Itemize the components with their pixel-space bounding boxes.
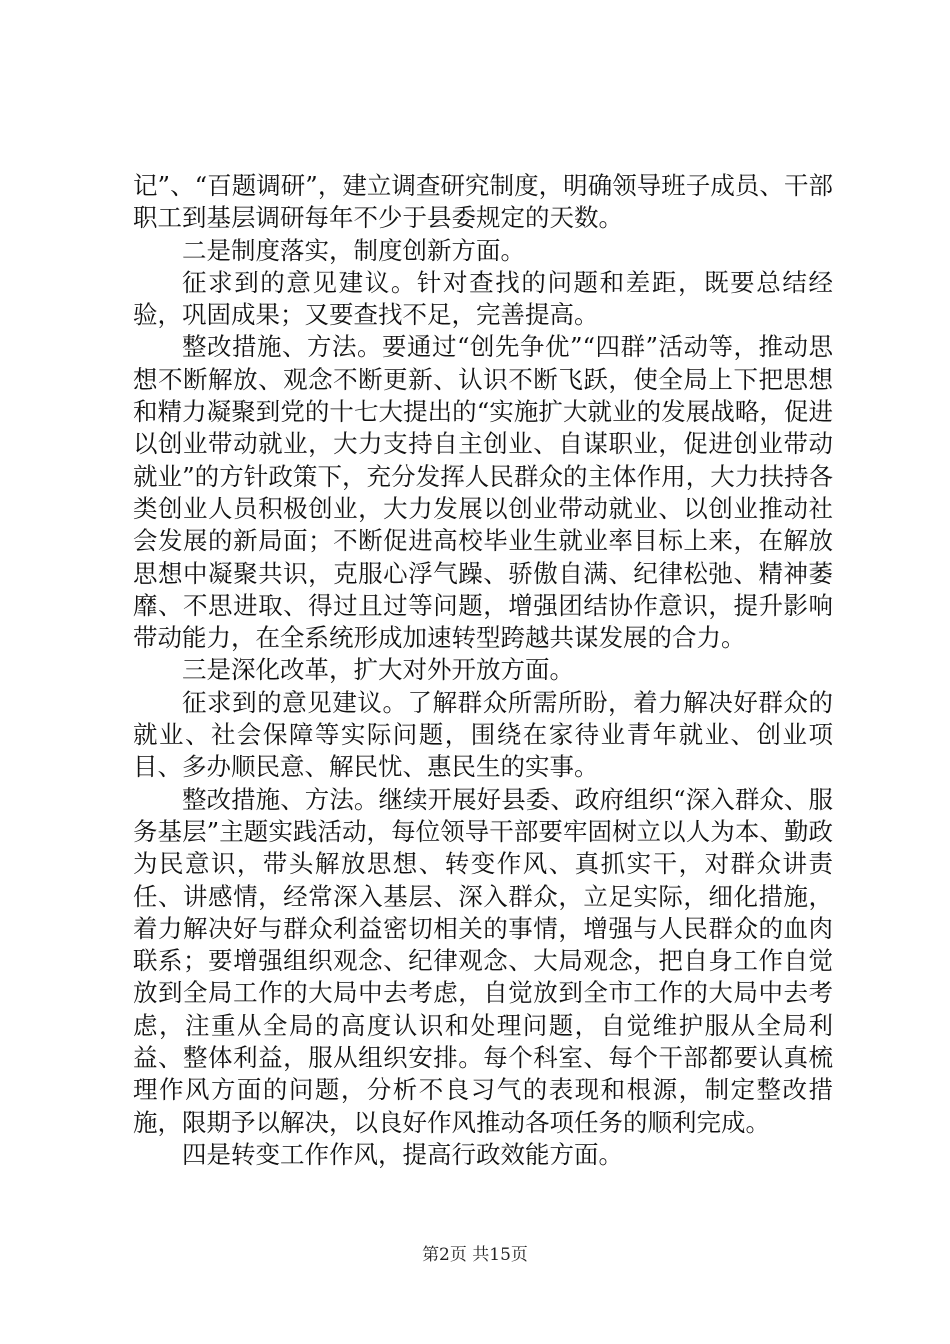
paragraph: 整改措施、方法。要通过“创先争优”“四群”活动等，推动思想不断解放、观念不断更新、认识不断飞跃，使全局上下把思想和精力凝聚到党的十七大提出的“实施扩大就业的发展战略，促进以创业带动就业，大力支持自主创业、自谋职业，促进创业带动就业”的方针政策下，充分发挥人民群众的主体作用，大力扶持各类创业人员积极创业，大力发展以创业带动就业、以创业推动社会发展的新局面；不断促进高校毕业生就业率目标上来，在解放思想中凝聚共识，克服心浮气躁、骄傲自满、纪律松弛、精神萎靡、不思进取、得过且过等问题，增强团结协作意识，提升影响带动能力，在全系统形成加速转型跨越共谋发展的合力。 [133,332,833,653]
paragraph: 整改措施、方法。继续开展好县委、政府组织“深入群众、服务基层”主题实践活动，每位领导干部要牢固树立以人为本、勤政为民意识，带头解放思想、转变作风、真抓实干，对群众讲责任、讲感情，经常深入基层、深入群众，立足实际，细化措施，着力解决好与群众利益密切相关的事情，增强与人民群众的血肉联系；要增强组织观念、纪律观念、大局观念，把自身工作自觉放到全局工作的大局中去考虑，自觉放到全市工作的大局中去考虑，注重从全局的高度认识和处理问题，自觉维护服从全局利益、整体利益，服从组织安排。每个科室、每个干部都要认真梳理作风方面的问题，分析不良习气的表现和根源，制定整改措施，限期予以解决，以良好作风推动各项任务的顺利完成。 [133,784,833,1137]
paragraph: 记”、“百题调研”，建立调查研究制度，明确领导班子成员、干部职工到基层调研每年不少于县委规定的天数。 [133,171,833,233]
paragraph: 二是制度落实，制度创新方面。 [182,235,525,265]
document-body [133,170,833,1171]
paragraph: 征求到的意见建议。了解群众所需所盼，着力解决好群众的就业、社会保障等实际问题，围绕在家待业青年就业、创业项目、多办顺民意、解民忧、惠民生的实事。 [133,687,833,782]
page-footer [0,1244,950,1266]
page-number: 第2页 共15页 [422,1245,528,1265]
paragraph: 征求到的意见建议。针对查找的问题和差距，既要总结经验，巩固成果；又要查找不足，完善提高。 [133,267,833,330]
paragraph: 四是转变工作作风，提高行政效能方面。 [182,1139,623,1169]
paragraph: 三是深化改革，扩大对外开放方面。 [182,655,574,685]
